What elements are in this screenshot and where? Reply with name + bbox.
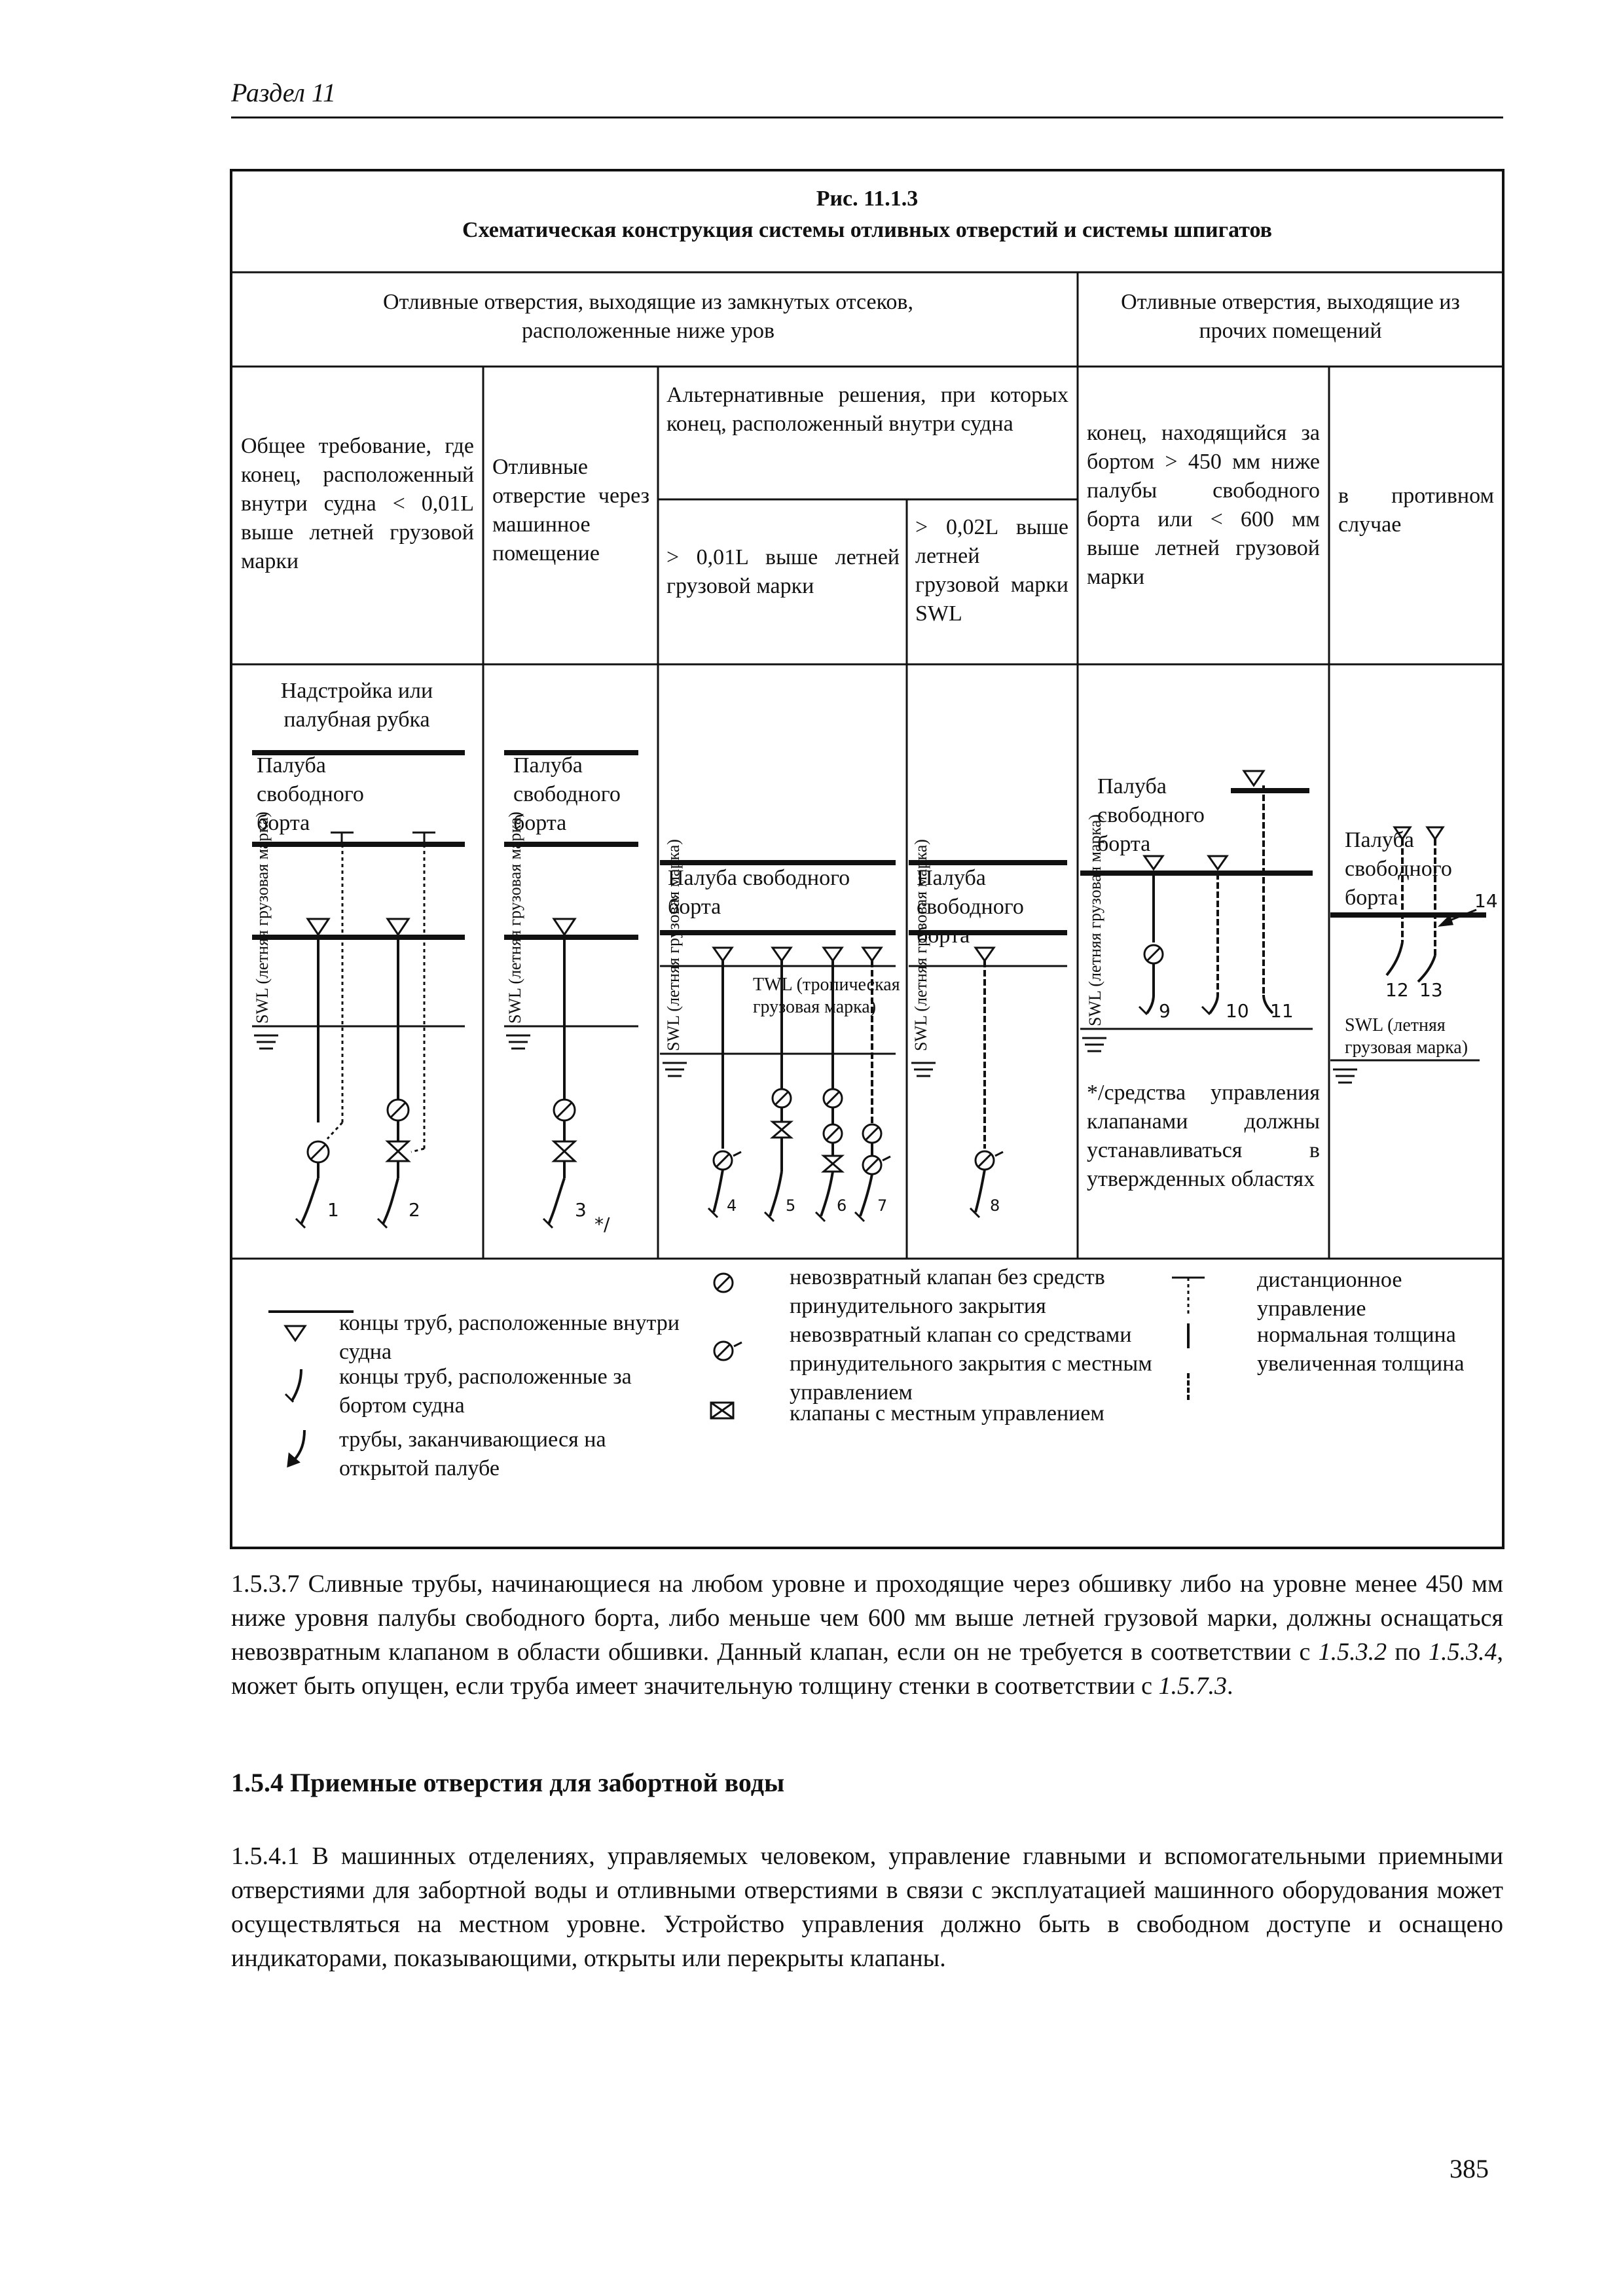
legend-open-deck-pipes: трубы, заканчивающиеся на открытой палубе (339, 1427, 606, 1480)
pipe-number: 8 (990, 1196, 1000, 1215)
ref-1-5-3-2: 1.5.3.2 (1318, 1638, 1387, 1666)
label-swl-col1: SWL (летняя грузовая марка) (253, 812, 272, 1024)
label-swl-col4: SWL (летняя грузовая марка) (911, 839, 930, 1051)
pipe-number: 9 (1159, 1000, 1171, 1022)
pipe-number: 4 (727, 1196, 737, 1215)
pipe-number: 10 (1226, 1000, 1249, 1022)
label-superstructure: Надстройка или палубная рубка (280, 679, 433, 732)
paragraph-1-5-4-1: 1.5.4.1 В машинных отделениях, управляемых человеком, управление главными и вспомогательными приемными отверстиями для забортной воды и отливными отверстиями в связи с эксплуатацией машинного оборудования может осуществляться на местном уровне. Устройство управления должно быть в свободном доступе и оснащено индикаторами, показывающими, открыты или перекрыты клапаны. (231, 1842, 1503, 1972)
figure-number: Рис. 11.1.3 (816, 187, 919, 211)
label-fb-deck-col6: Палуба свободного борта (1345, 828, 1452, 910)
pipe-number: 12 (1385, 979, 1409, 1001)
section-heading-1-5-4: 1.5.4 Приемные отверстия для забортной воды (231, 1768, 785, 1797)
col-001L: > 0,01L выше летней грузовой марки (666, 545, 900, 598)
col-outboard-end: конец, находящийся за бортом > 450 мм ниже палубы свободного борта или < 600 мм выше летней грузовой марки (1087, 421, 1320, 589)
legend-local-valves: клапаны с местным управлением (790, 1401, 1104, 1426)
section-header: Раздел 11 (231, 78, 336, 107)
pipe-number: 5 (786, 1196, 796, 1215)
paragraph-number: 1.5.4.1 (231, 1842, 300, 1870)
pipe-number: 2 (409, 1199, 420, 1221)
label-fb-deck-col1: Палуба свободного борта (257, 753, 364, 835)
legend-nrv-with-means: невозвратный клапан со средствами принудительного закрытия с местным управлением (790, 1323, 1152, 1405)
legend-pipe-ends-outside: концы труб, расположенные за бортом судна (339, 1365, 632, 1418)
group-header-enclosed: Отливные отверстия, выходящие из замкнутых отсеков, расположенные ниже уров (383, 290, 913, 343)
page-number: 385 (1450, 2154, 1489, 2183)
legend-normal-thickness: нормальная толщина (1257, 1323, 1456, 1347)
legend-remote-control: дистанционное управление (1257, 1268, 1402, 1321)
paragraph-number: 1.5.3.7 (231, 1570, 300, 1598)
col-general-requirement: Общее требование, где конец, расположенный внутри судна < 0,01L выше летней грузовой марки (241, 434, 474, 573)
pipe-number: 14 (1474, 890, 1498, 912)
ref-1-5-7-3: 1.5.7.3 (1158, 1672, 1228, 1700)
legend-nrv-no-means: невозвратный клапан без средств принудительного закрытия (790, 1265, 1105, 1318)
col-otherwise: в противном случае (1338, 484, 1494, 537)
label-fb-deck-col4: Палуба свободного борта (917, 866, 1024, 948)
pipe-number: 6 (837, 1196, 847, 1215)
col-alternative-solutions: Альтернативные решения, при которых конец, расположенный внутри судна (666, 383, 1068, 436)
ref-1-5-3-4: 1.5.3.4 (1429, 1638, 1497, 1666)
label-fb-deck-col3: Палуба свободного борта (668, 866, 850, 919)
group-header-other: Отливные отверстия, выходящие из прочих помещений (1121, 290, 1460, 343)
label-fb-deck-col2: Палуба свободного борта (513, 753, 621, 835)
col-002L: > 0,02L выше летней грузовой марки SWL (915, 515, 1068, 626)
label-swl-col3: SWL (летняя грузовая марка) (664, 839, 683, 1051)
pipe-number: 11 (1270, 1000, 1294, 1022)
label-swl-col6: SWL (летняя грузовая марка) (1345, 1015, 1468, 1058)
pipe-number: 7 (877, 1196, 888, 1215)
pipe-number: 13 (1419, 979, 1443, 1001)
label-twl: TWL (тропическая грузовая марка) (753, 975, 900, 1017)
label-swl-col5: SWL (летняя грузовая марка) (1085, 814, 1104, 1026)
paragraph-1-5-3-7: 1.5.3.7 Сливные трубы, начинающиеся на любом уровне и проходящие через обшивку либо на уровне менее 450 мм ниже уровня палубы свободного борта, либо меньше чем 600 мм выше летней грузовой марки, должны оснащаться невозвратным клапаном в области обшивки. Данный клапан, если он не требуется в соответствии с 1.5.3.2 по 1.5.3.4, может быть опущен, если труба имеет значительную толщину стенки в соответствии с 1.5.7.3. (231, 1570, 1504, 1700)
star-mark: */ (594, 1213, 610, 1235)
pipe-number: 3 (575, 1199, 587, 1221)
label-fb-deck-col5: Палуба свободного борта (1097, 774, 1205, 856)
legend-increased-thickness: увеличенная толщина (1257, 1352, 1465, 1376)
col-machinery-space: Отливные отверстие через машинное помещение (492, 455, 649, 565)
legend-pipe-ends-inside: концы труб, расположенные внутри судна (339, 1311, 680, 1364)
figure-title: Схематическая конструкция системы отливных отверстий и системы шпигатов (462, 218, 1272, 242)
label-control-note: */средства управления клапанами должны устанавливаться в утвержденных областях (1087, 1081, 1320, 1191)
pipe-number: 1 (327, 1199, 339, 1221)
label-swl-col2: SWL (летняя грузовая марка) (505, 812, 524, 1024)
